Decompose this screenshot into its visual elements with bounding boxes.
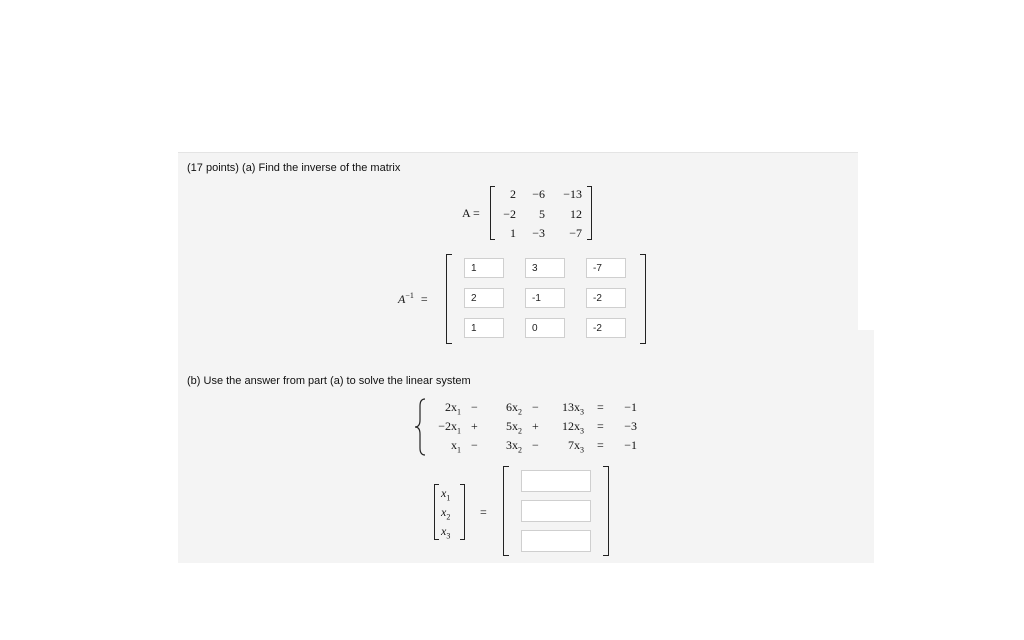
matrix-a-cell: 12 xyxy=(570,207,582,221)
system-term: $3x_2$ xyxy=(506,438,522,455)
variable-vector-left-bracket xyxy=(434,484,439,540)
system-term: $12x_3$ xyxy=(562,419,584,436)
variable-vector-entry: $x_1$ xyxy=(441,486,451,503)
solution-x1-input[interactable] xyxy=(521,470,591,492)
system-operator: − xyxy=(471,438,478,452)
part-b-prompt: (b) Use the answer from part (a) to solve the linear system xyxy=(187,375,471,387)
system-term: $7x_3$ xyxy=(568,438,584,455)
inverse-entry-input[interactable]: 1 xyxy=(464,258,504,278)
variable-vector-right-bracket xyxy=(460,484,465,540)
matrix-a-label: A = xyxy=(462,206,480,220)
question-panel-top xyxy=(178,152,858,331)
inverse-entry-input[interactable]: -7 xyxy=(586,258,626,278)
system-term: $6x_2$ xyxy=(506,400,522,417)
system-operator: − xyxy=(532,438,539,452)
system-equals: = xyxy=(597,419,604,433)
vector-equals: = xyxy=(480,505,487,519)
inverse-right-bracket xyxy=(640,254,646,344)
system-term: $13x_3$ xyxy=(562,400,584,417)
system-equals: = xyxy=(597,400,604,414)
matrix-a-right-bracket xyxy=(587,186,592,240)
inverse-left-bracket xyxy=(446,254,452,344)
matrix-a-cell: −2 xyxy=(503,207,516,221)
inverse-entry-input[interactable]: -1 xyxy=(525,288,565,308)
system-term: $2x_1$ xyxy=(445,400,461,417)
matrix-a-cell: 2 xyxy=(510,187,516,201)
matrix-a-cell: 5 xyxy=(539,207,545,221)
solution-x2-input[interactable] xyxy=(521,500,591,522)
part-a-prompt: (17 points) (a) Find the inverse of the matrix xyxy=(187,162,401,174)
system-operator: − xyxy=(471,400,478,414)
inverse-entry-input[interactable]: 2 xyxy=(464,288,504,308)
system-rhs: −1 xyxy=(624,400,637,414)
inverse-entry-input[interactable]: -2 xyxy=(586,318,626,338)
system-operator: + xyxy=(471,419,478,433)
variable-vector-entry: $x_3$ xyxy=(441,524,451,541)
inverse-entry-input[interactable]: 1 xyxy=(464,318,504,338)
solution-x3-input[interactable] xyxy=(521,530,591,552)
system-term: $x_1$ xyxy=(451,438,461,455)
inverse-entry-input[interactable]: -2 xyxy=(586,288,626,308)
system-rhs: −1 xyxy=(624,438,637,452)
inverse-label: $A^{-1}$ = xyxy=(398,291,428,306)
system-equals: = xyxy=(597,438,604,452)
matrix-a-cell: −3 xyxy=(532,226,545,240)
system-rhs: −3 xyxy=(624,419,637,433)
system-term: $-2x_1$ xyxy=(438,419,461,436)
system-operator: + xyxy=(532,419,539,433)
matrix-a-cell: 1 xyxy=(510,226,516,240)
variable-vector-entry: $x_2$ xyxy=(441,505,451,522)
matrix-a-cell: −6 xyxy=(532,187,545,201)
matrix-a-cell: −13 xyxy=(563,187,582,201)
answer-vector-right-bracket xyxy=(603,466,609,556)
inverse-entry-input[interactable]: 0 xyxy=(525,318,565,338)
question-panel-bottom xyxy=(178,330,874,563)
system-term: $5x_2$ xyxy=(506,419,522,436)
answer-vector-left-bracket xyxy=(503,466,509,556)
inverse-entry-input[interactable]: 3 xyxy=(525,258,565,278)
system-operator: − xyxy=(532,400,539,414)
matrix-a-cell: −7 xyxy=(569,226,582,240)
